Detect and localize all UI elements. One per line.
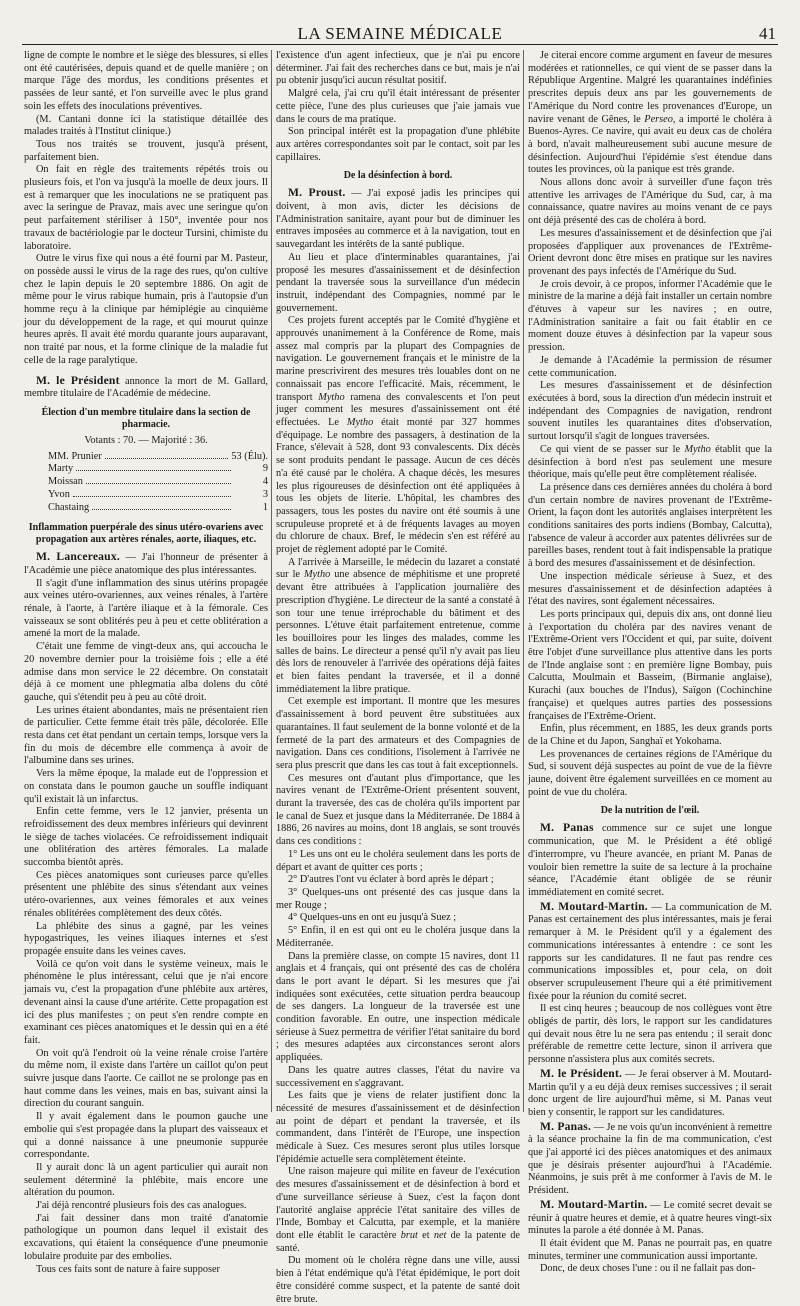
speaker-name: M. Proust. [288, 186, 346, 200]
paragraph: Enfin cette femme, vers le 12 janvier, présenta un refroidissement des deux membres inférieurs qui devinrent le siège de taches violacées. Ce refroidissement indiquait une oblitération des artères fémorales. La malade succomba bientôt après. [24, 806, 268, 869]
speaker-name: M. Panas. [540, 1119, 592, 1133]
leader-dots [86, 483, 231, 484]
emphasis: brut [400, 1229, 418, 1241]
journal-title: LA SEMAINE MÉDICALE [297, 24, 503, 43]
paragraph [528, 821, 772, 899]
paragraph: Les mesures d'assainissement et de désinfection exécutées à bord, sous la direction d'un médecin instruit et indépendant des Compagnies de navigation, rendront souvent inutiles les quarantaines dites d'observation, surtout lorsqu'il s'agit de longues traversées. [528, 380, 772, 443]
speaker-name: M. Lancereaux. [36, 550, 120, 564]
speech-text: — La communication de M. Panas est certainement des plus intéressantes, mais je ferai remarquer à M. le Président qu'il y a également des communications intéressantes à entendre : ce sont les rapports sur les candidatures. Il ne faut pas rendre ces communications impossibles et, pour cela, on doit observer scrupuleusement l'heure qui a été primitivement fixée pour la réunion du comité secret. [528, 901, 773, 1002]
speech-text: — Je ferai observer à M. Moutard-Martin qu'il y a eu déjà deux remises successives ; il serait donc urgent de lire aujourd'hui même, si M. Panas veut bien y consentir, le rapport sur les candidatures. [528, 1068, 772, 1118]
section-heading: Élection d'un membre titulaire dans la section de pharmacie. [41, 406, 251, 430]
column-divider [523, 50, 524, 1112]
paragraph: On fait en règle des traitements répétés trois ou plusieurs fois, et l'on va jusqu'à la moelle de deux jours. Il est à remarquer que les inoculations ne se pratiquent pas avec la seringue de Pravaz, mais avec une seringue qu'on peut parfaitement stériliser à 150°, inventée pour nos travaux de bactériologie par le docteur Tursini, chimiste du laboratoire. [24, 164, 268, 252]
text-run: établit que la désinfection à bord n'est pas seulement une mesure théorique, mais qu'elle peut être complètement réalisée. [528, 443, 772, 481]
paragraph: Malgré cela, j'ai cru qu'il était intéressant de présenter cette pièce, l'une des plus curieuses que j'aie jamais vue dans le cours de ma pratique. [276, 88, 520, 125]
paragraph: Au lieu et place d'interminables quarantaines, j'ai proposé les mesures d'assainissement et de désinfection pendant la traversée sous la surveillance d'un médecin instruit, indépendant des Compagnies, nommé par le gouvernement. [276, 251, 520, 314]
speaker-name: M. Panas [540, 821, 594, 835]
paragraph: ligne de compte le nombre et le siège des blessures, si elles ont été cautérisées, depuis quand et de quelle manière ; on marque l'âge des mordus, les conditions présentes et passées de leur santé, et l'on surveille avec le plus grand soin les effets des inoculations préventives. [24, 50, 268, 112]
speech-text: commence sur ce sujet une longue communication, que M. le Président a été obligé d'interrompre, vu l'heure avancée, en priant M. Panas de vouloir bien remettre la suite de sa lecture à la prochaine séance, l'Académie étant obligée de se réunir immédiatement en comité secret. [528, 823, 772, 898]
paragraph [276, 186, 520, 252]
paragraph: La phlébite des sinus a gagné, par les veines hypogastriques, les veines iliaques internes et s'est propagée ensuite dans les veines caves. [24, 920, 268, 957]
leader-dots [105, 458, 229, 459]
paragraph: C'était une femme de vingt-deux ans, qui accoucha le 20 novembre dernier pour la troisième fois ; elle a été admise dans mon service le 22 décembre. On constatait déjà à ce moment une phlegmatia alba dolens du côté gauche, qui s'étendit peu à peu au côté droit. [24, 641, 268, 703]
vote-row [24, 463, 268, 476]
paragraph [276, 557, 520, 697]
speech-text: — Le comité secret devait se réunir à quatre heures et demie, et à quatre heures vingt-six minutes la parole a été donnée à M. Panas. [528, 1199, 772, 1237]
list-item: 5° Enfin, il en est qui ont eu le choléra jusque dans la Méditerranée. [276, 925, 520, 949]
column-divider [271, 50, 272, 1112]
votes-list [24, 451, 268, 515]
list-item: 1° Les uns ont eu le choléra seulement dans les ports de départ et avant de quitter ces ports ; [276, 848, 520, 873]
paragraph: Dans la première classe, on compte 15 navires, dont 11 anglais et 4 français, qui ont présenté des cas de choléra dans le port avant le départ. Si les mesures que j'ai indiquées sont exécutées, cette situation perdra beaucoup de ses dangers. La longueur de la traversée est une condition favorable. En outre, une inspection médicale sérieuse à Suez permettra de vérifier l'état sanitaire du bord ; des mesures adaptées aux circonstances seront alors appliquées. [276, 950, 521, 1064]
paragraph [24, 550, 268, 577]
paragraph [528, 1067, 772, 1120]
votes-summary: Votants : 70. — Majorité : 36. [84, 434, 208, 446]
paragraph: J'ai fait dessiner dans mon traité d'anatomie pathologique un poumon dans lequel il existait des excavations, qui étaient la conséquence d'une pneumonie lobulaire produite par des embolies. [24, 1212, 268, 1262]
text-run: de la patente de santé. [276, 1229, 520, 1254]
section-heading: De la désinfection à bord. [343, 170, 453, 182]
emphasis: net [433, 1229, 447, 1241]
text-run: ramena des convalescents et l'on peut juger comment les mesures d'assainissement ont été effectuées. Le [276, 391, 520, 428]
paragraph: Il était évident que M. Panas ne pourrait pas, en quatre minutes, terminer une communication aussi importante. [528, 1237, 772, 1262]
paragraph: Les ports principaux qui, depuis dix ans, ont donné lieu à l'exportation du choléra par des navires venant de l'Extrême-Orient vers l'Occident et qui, par suite, doivent être l'objet d'une surveillance plus attentive dans les ports de l'Inde anglaise sont : en première ligne Bombay, puis Calcutta, Moulmain et Basseim, (Birmanie anglaise), Kurachi (aux bouches de l'Indus), Saïgon (Cochinchine française) et quelques autres parties des possessions françaises de l'Extrême-Orient. [528, 608, 772, 722]
leader-dots [76, 470, 231, 471]
vote-row [24, 489, 268, 502]
vote-row [24, 451, 268, 464]
column-3 [528, 50, 773, 1275]
vote-count: 53 (Élu). [231, 450, 268, 462]
vote-count: 1 [262, 501, 268, 513]
paragraph: Les faits que je viens de relater justifient donc la nécessité de mesures d'assainissement et de désinfection au point de départ et pendant la traversée, et ils commandent, dans l'intérêt de l'Europe, une inspection médicale à Suez. Ces mesures seront plus utiles lorsque l'épidémie actuelle sera complètement éteinte. [276, 1090, 520, 1165]
speech-text: — J'ai l'honneur de présenter à l'Académie une pièce anatomique des plus intéressantes. [24, 552, 269, 576]
paragraph: Les urines étaient abondantes, mais ne présentaient rien de particulier. Cette femme était très pâle, décolorée. Elle resta dans cet état pendant un certain temps, lorsque vers la fin du mois de décembre elle commença à avoir de l'albumine dans ses urines. [24, 704, 268, 767]
leader-dots [73, 496, 231, 497]
vote-row [24, 476, 268, 489]
speech-text: — J'ai exposé jadis les principes qui doivent, à mon avis, dicter les décisions de l'Administration sanitaire, ayant pour but de diminuer les entraves imposées au commerce et à la navigation, tout en sauvegardant les intérêts de la santé publique. [276, 188, 520, 251]
candidate-name: Yvon [48, 488, 70, 500]
vote-row [24, 502, 268, 515]
paragraph: Les provenances de certaines régions de l'Amérique du Sud, si souvent déjà suspectes au point de vue de la fièvre jaune, doivent être également surveillées en ce moment au point de vue du choléra. [528, 748, 772, 798]
paragraph: Ces mesures ont d'autant plus d'importance, que les navires venant de l'Extrême-Orient présentent souvent, durant la traversée, des cas de choléra qu'ils importent par le canal de Suez et jusque dans la Méditerranée. De 1884 à 1886, 26 navires au moins, dont 18 anglais, se sont trouvés dans ces conditions : [276, 772, 520, 848]
paragraph: Il s'agit d'une inflammation des sinus utérins propagée aux veines utéro-ovariennes, aux veines rénales, à l'artère rénale, à l'aorte, à l'artère iliaque et à la fémorale. Ces vaisseaux se sont oblitérés peu à peu et cette oblitération a amené la mort de la malade. [24, 577, 268, 640]
paragraph: On voit qu'à l'endroit où la veine rénale croise l'artère du même nom, il existe dans l'artère un caillot qu'on peut suivre jusque dans l'aorte. Ce caillot ne se prolonge pas en haut comme dans les veines, mais en bas, suivant ainsi la direction du courant sanguin. [24, 1047, 268, 1110]
text-run: A l'arrivée à Marseille, le médecin du lazaret a constaté sur le [276, 556, 520, 581]
text-run: Ce qui vient de se passer sur le [540, 443, 685, 455]
paragraph: Ces pièces anatomiques sont curieuses parce qu'elles présentent une phlébite des sinus s'étendant aux veines utéro-ovariennes, aux veines fémorales et aux veines rénales oblitérées complètement des deux côtés. [24, 869, 268, 919]
paragraph: Je crois devoir, à ce propos, informer l'Académie que le ministre de la marine a déjà fait installer un certain nombre d'étuves à vapeur sur les navires ; en outre, l'Administration sanitaire a fait ou fait établir en ce moment douze étuves à désinfection par la vapeur sous pression. [528, 278, 772, 354]
section-heading: Inflammation puerpérale des sinus utéro-ovariens avec propagation aux artères rénales, aorte, iliaques, etc. [28, 522, 264, 546]
list-item: 2° D'autres l'ont vu éclater à bord après le départ ; [288, 874, 494, 886]
vote-count: 9 [262, 463, 268, 475]
page-header [22, 24, 778, 45]
vote-count: 3 [262, 488, 268, 500]
paragraph: Il y aurait donc là un agent particulier qui aurait non seulement déterminé la phlébite, mais encore une altération du poumon. [24, 1161, 268, 1199]
text-run: et [417, 1229, 434, 1241]
paragraph: Donc, de deux choses l'une : ou il ne fallait pas don- [540, 1263, 756, 1275]
paragraph [276, 1166, 520, 1255]
paragraph: Il y avait également dans le poumon gauche une embolie qui s'est propagée dans la plupart des vaisseaux et qui a donné naissance à une pneumonie suppurée correspondante. [24, 1111, 268, 1161]
speaker-name: M. Moutard-Martin. [540, 899, 648, 913]
paragraph: Je demande à l'Académie la permission de résumer cette communication. [528, 354, 772, 379]
speaker-name: M. le Président [36, 373, 120, 387]
ship-name: Mytho [684, 443, 711, 455]
column-1 [24, 50, 269, 1275]
list-item: 3° Quelques-uns ont présenté des cas jusque dans la mer Rouge ; [276, 887, 520, 911]
paragraph: Il est cinq heures ; beaucoup de nos collègues vont être obligés de partir, dès lors, le rapport sur les candidatures qui devait nous être lu ne sera pas entendu ; il serait donc préférable de remettre cette lecture, sinon il arrivera que personne n'assistera plus aux comités secrets. [528, 1003, 772, 1066]
paragraph: Enfin, plus récemment, en 1885, les deux grands ports de la Chine et du Japon, Sanghaï et Yokohama. [528, 723, 772, 747]
speech-text: annonce la mort de M. Gallard, membre titulaire de l'Académie de médecine. [24, 375, 269, 400]
paragraph: Vers la même époque, la malade eut de l'oppression et on constata dans le poumon gauche un souffle indiquant qu'il existait là un infarctus. [24, 768, 268, 805]
text-run: était monté par 327 hommes d'équipage. Le nombre des passagers, à destination de la France, s'élevait à 528, dont 93 convalescents. Dix décès se sont produits pendant le passage. Aucun de ces décès n'a été causé par le choléra. A chaque décès, les mesures les plus rigoureuses de désinfection ont été appliquées à tous les objets de literie. L'hôpital, les chambres des passagers, tous les postes du navire ont été soumis à une scrupuleuse propreté et à de fréquents lavages au moyen du chlorure de chaux. Bref, le médecin s'en est référé au projet de règlement adopté par le Comité. [276, 416, 520, 556]
list-item: 4° Quelques-uns en ont eu jusqu'à Suez ; [288, 912, 457, 924]
text-run: Ces projets furent acceptés par le Comité d'hygiène et approuvés unanimement à la Conférence de Rome, mais assez mal compris par la plupart des Compagnies de navigation. Le gouvernement français et le ministre de la marine prescrivirent des mesures très louables dont on ne connaissait pas encore l'efficacité. Mais, récemment, le transport [276, 315, 520, 403]
speaker-name: M. le Président. [540, 1066, 623, 1080]
speaker-name: M. Moutard-Martin. [540, 1197, 648, 1211]
paragraph: Son principal intérêt est la propagation d'une phlébite aux artères correspondantes soit par le contact, soit par les capillaires. [276, 126, 520, 163]
text-run: , a importé le choléra à Buenos-Ayres. Ce navire, qui avait eu deux cas de choléra à bord, n'avait malheureusement subi aucune mesure de désinfection. Aujourd'hui l'épidémie s'est étendue dans toutes les provinces, où la panique est très grande. [528, 113, 772, 176]
paragraph [528, 1120, 772, 1198]
paragraph [24, 374, 268, 401]
paragraph: Tous ces faits sont de nature à faire supposer [36, 1263, 220, 1275]
ship-name: Mytho [318, 391, 345, 403]
paragraph: Une inspection médicale sérieuse à Suez, et des mesures d'assainissement et de désinfection adaptées à l'état des navires, sont également nécessaires. [528, 570, 772, 608]
paragraph [528, 444, 772, 482]
speech-text: — Je ne vois qu'un inconvénient à remettre à la séance prochaine la fin de ma communication, c'est que j'ai apporté ici des pièces anatomiques et des animaux que je désirais présenter aujourd'hui à l'Académie. Néanmoins, je suis prêt à me conformer à l'avis de M. le Président. [528, 1121, 773, 1197]
section-heading: De la nutrition de l'œil. [600, 805, 700, 817]
paragraph: La présence dans ces dernières années du choléra à bord d'un certain nombre de navires provenant de l'Extrême-Orient, la façon dont les autorités anglaises interprètent les conditions sanitaires des ports indiens (Bombay, Calcutta), l'absence de valeur à accorder aux patentes délivrées sur de pareilles bases, rendent tout à fait indispensable la pratique à bord des mesures d'assainissement et de désinfection. [528, 481, 772, 570]
paragraph: Dans les quatre autres classes, l'état du navire va successivement en s'aggravant. [276, 1064, 520, 1089]
candidate-name: Marty [48, 463, 74, 475]
page-number: 41 [759, 24, 776, 43]
vote-count: 4 [262, 476, 268, 488]
text-run: Une raison majeure qui milite en faveur de l'exécution des mesures d'assainissement et de désinfection à bord et d'une surveillance sérieuse à Suez, c'est la façon dont l'autorité anglaise apprécie l'état sanitaire des villes de l'Inde, Bombay et Calcutta, par exemple, et la manière dont elle établit le caractère [276, 1166, 520, 1241]
paragraph: Du moment où le choléra règne dans une ville, aussi bien à l'état endémique qu'à l'état épidémique, le port doit être considéré comme suspect, et la patente de santé doit être brute. [276, 1255, 520, 1305]
paragraph: Tous nos traités se trouvent, jusqu'à présent, parfaitement bien. [24, 138, 268, 163]
paragraph: Les mesures d'assainissement et de désinfection que j'ai proposées d'appliquer aux provenances de l'Extrême-Orient devront donc être mises en pratique sur les navires provenant des pays infectés de l'Amérique du Sud. [528, 227, 772, 277]
paragraph: J'ai déjà rencontré plusieurs fois des cas analogues. [36, 1200, 247, 1212]
paragraph [276, 315, 520, 556]
paragraph: Nous allons donc avoir à surveiller d'une façon très attentive les arrivages de l'Amérique du Sud, car, à ma connaissance, quatre navires au moins venant de ce pays ont déjà présenté des cas de choléra à bord. [528, 177, 772, 227]
ship-name: Mytho [346, 416, 374, 428]
paragraph: Voilà ce qu'on voit dans le système veineux, mais le phénomène le plus intéressant, celui que je n'ai encore jamais vu, c'est la propagation d'une phlébite aux artères, devenant ainsi la cause d'une artérite. Cette propagation est ici des plus manifestes ; on peut s'en rendre compte en examinant ces pièces anatomiques et le dessin qui en a été fait. [24, 958, 268, 1046]
paragraph: Outre le virus fixe qui nous a été fourni par M. Pasteur, on possède aussi le virus de la rage des rues, qu'on cultive chez le lapin depuis le 20 septembre 1886. On agit de même pour le virus rabique humain, pris à l'autopsie d'un homme reçu à la clinique par hémiplégie au cinquième jour du développement de la rage, et qui mourut quinze heures après. Il avait été mordu quarante jours auparavant, non traité par nous, et la forme clinique de la maladie fut celle de la rage paralytique. [24, 253, 268, 366]
paragraph: (M. Cantani donne ici la statistique détaillée des malades traités à l'Institut clinique.) [24, 113, 268, 138]
paragraph [528, 900, 772, 1004]
paragraph: l'existence d'un agent infectieux, que je n'ai pu encore déterminer. J'ai fait des recherches dans ce but, mais je n'ai pu obtenir jusqu'ici aucun résultat positif. [276, 50, 520, 87]
paragraph [528, 1198, 772, 1238]
ship-name: Perseo [644, 113, 673, 125]
text-run: Je citerai encore comme argument en faveur de mesures modérées et rationnelles, ce qui vient de se passer dans la République Argentine. Malgré les quarantaines indéfinies prescrites depuis deux ans par les gouvernements de l'Amérique du Nord contre les provenances d'Europe, un navire venant de Gênes, le [528, 50, 772, 125]
candidate-name: Chastaing [48, 501, 90, 513]
candidate-name: Moissan [48, 476, 83, 488]
paragraph: Cet exemple est important. Il montre que les mesures d'assainissement à bord peuvent être substituées aux quarantaines. Il faut seulement de la bonne volonté et de la fermeté de la part des armateurs et des Compagnies de navigation. Dans ces conditions, l'isolement à l'arrivée ne sera plus prescrit que dans les cas tout à fait exceptionnels. [276, 696, 520, 771]
paragraph [528, 50, 772, 177]
text-run: une absence de méphitisme et une propreté devant être attribuées à l'application journalière des prescription d'hygiène. Le directeur de la santé a constaté à son tour une tenue irréprochable du bâtiment et des personnes. L'étuve était parfaitement entretenue, comme les bouilloires pour les linges des malades, comme les salles de bains. Le directeur a pensé qu'il n'y avait pas lieu dès lors de renouveler à l'arrivée des opérations déjà faites et bien faites pendant la traversée, et il a donné immédiatement la libre pratique. [276, 569, 520, 695]
ship-name: Mytho [303, 569, 331, 581]
candidate-name: MM. Prunier [48, 450, 102, 462]
leader-dots [92, 509, 231, 510]
column-2 [276, 50, 521, 1305]
